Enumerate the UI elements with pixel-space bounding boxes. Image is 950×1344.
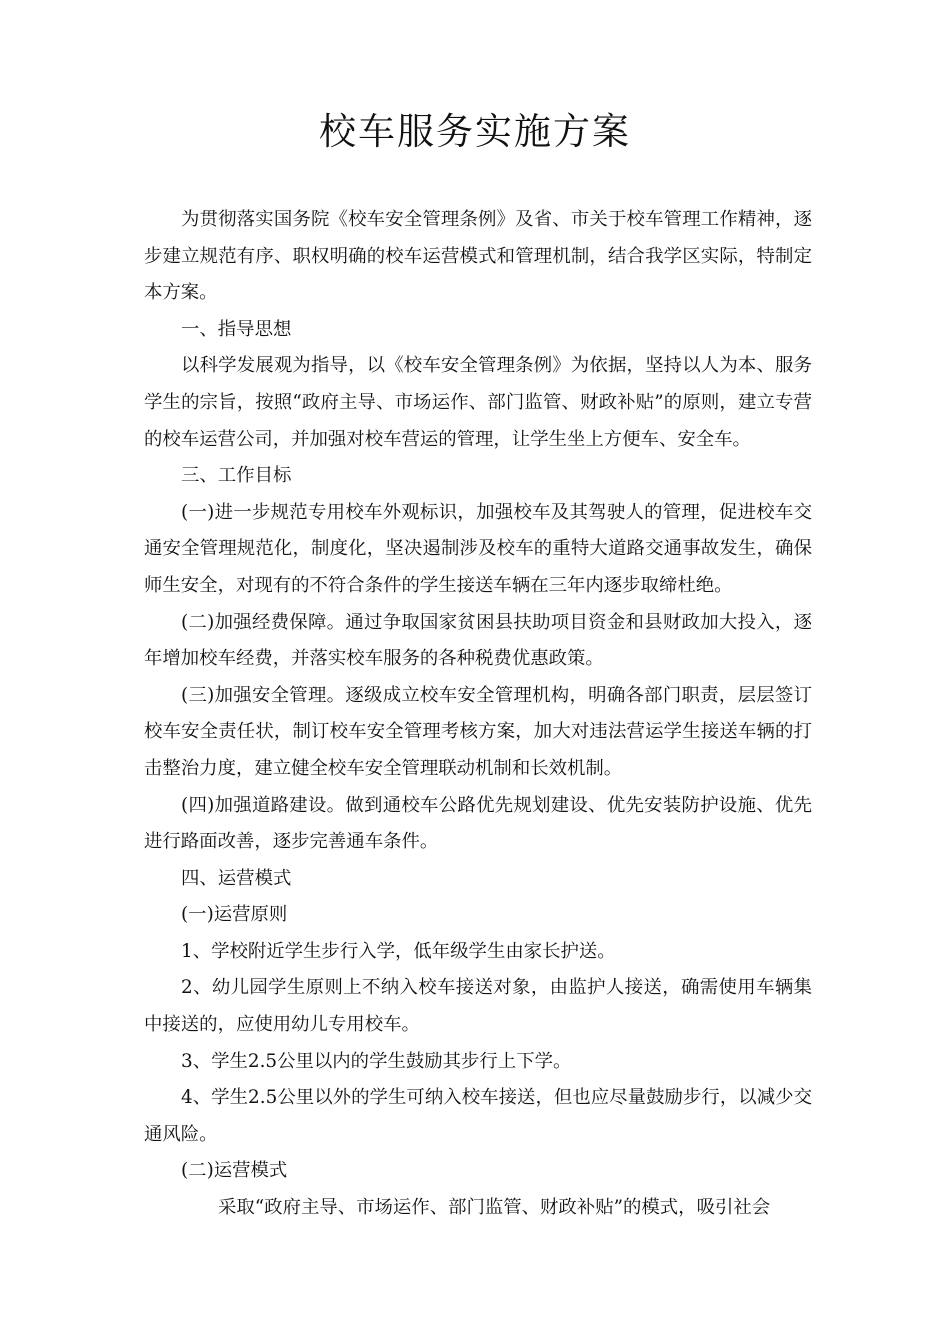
principle-item-3: 3、学生2.5公里以内的学生鼓励其步行上下学。	[181, 1050, 572, 1072]
principle-item-2: 2、幼儿园学生原则上不纳入校车接送对象，由监护人接送，确需使用车辆集中接送的，应使用幼儿专用校车。	[144, 977, 812, 1036]
subheading-operation-mode: (二)运营模式	[181, 1160, 288, 1182]
principle-item-1: 1、学校附近学生步行入学，低年级学生由家长护送。	[181, 940, 616, 962]
guiding-ideology-paragraph: 以科学发展观为指导，以《校车安全管理条例》为依据，坚持以人为本、服务学生的宗旨，按照“政府主导、市场运作、部门监管、财政补贴”的原则，建立专营的校车运营公司，并加强对校车营运的管理，让学生坐上方便车、安全车。	[144, 355, 812, 450]
intro-paragraph: 为贯彻落实国务院《校车安全管理条例》及省、市关于校车管理工作精神，逐步建立规范有序、职权明确的校车运营模式和管理机制，结合我学区实际，特制定本方案。	[144, 209, 812, 304]
document-body	[144, 202, 812, 1227]
operation-mode-paragraph: 采取“政府主导、市场运作、部门监管、财政补贴”的模式，吸引社会	[218, 1197, 771, 1219]
goal-item-2: (二)加强经费保障。通过争取国家贫困县扶助项目资金和县财政加大投入，逐年增加校车经费，并落实校车服务的各种税费优惠政策。	[144, 611, 812, 670]
section-heading-guiding-ideology: 一、指导思想	[181, 318, 292, 340]
subheading-operation-principles: (一)运营原则	[181, 904, 288, 926]
section-heading-operation-mode: 四、运营模式	[181, 867, 292, 889]
document-title: 校车服务实施方案	[319, 110, 631, 153]
goal-item-4: (四)加强道路建设。做到通校车公路优先规划建设、优先安装防护设施、优先进行路面改善，逐步完善通车条件。	[144, 794, 812, 853]
principle-item-4: 4、学生2.5公里以外的学生可纳入校车接送，但也应尽量鼓励步行，以减少交通风险。	[144, 1087, 812, 1145]
section-heading-work-goals: 三、工作目标	[181, 465, 292, 487]
goal-item-1: (一)进一步规范专用校车外观标识，加强校车及其驾驶人的管理，促进校车交通安全管理规范化，制度化，坚决遏制涉及校车的重特大道路交通事故发生，确保师生安全，对现有的不符合条件的学生接送车辆在三年内逐步取缔杜绝。	[144, 501, 812, 596]
goal-item-3: (三)加强安全管理。逐级成立校车安全管理机构，明确各部门职责，层层签订校车安全责任状，制订校车安全管理考核方案，加大对违法营运学生接送车辆的打击整治力度，建立健全校车安全管理联动机制和长效机制。	[144, 684, 812, 779]
